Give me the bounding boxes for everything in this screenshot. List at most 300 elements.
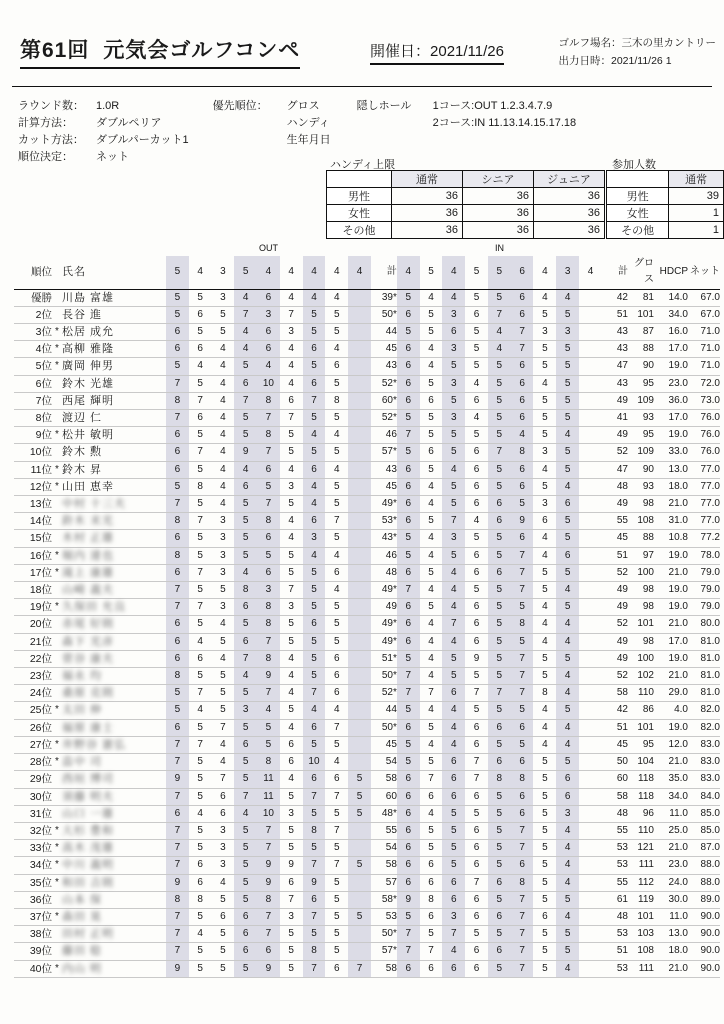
- table-row: [14, 410, 720, 427]
- in-hole-score: 5: [397, 324, 420, 341]
- out-hole-score: 5: [303, 410, 326, 427]
- in-hole-score: 4: [420, 496, 443, 513]
- in-hole-score: 7: [488, 685, 511, 702]
- rank-cell: 優勝: [14, 289, 52, 306]
- hdcp-cell: 10.8: [654, 530, 688, 547]
- in-hole-score: [579, 392, 602, 409]
- out-hole-score: 4: [280, 530, 303, 547]
- gross-cell: 90: [628, 461, 654, 478]
- table-row: [14, 582, 720, 599]
- in-hole-score: 8: [533, 685, 556, 702]
- table-row: [14, 840, 720, 857]
- in-hole-score: 6: [397, 633, 420, 650]
- out-hole-score: 8: [166, 547, 189, 564]
- in-hole-score: 5: [556, 306, 579, 323]
- out-hole-score: 7: [257, 926, 280, 943]
- gross-cell: 100: [628, 650, 654, 667]
- in-hole-score: 5: [488, 358, 511, 375]
- handicap-row: [327, 188, 605, 205]
- out-hole-score: 5: [325, 375, 348, 392]
- meta-value3: [433, 132, 581, 149]
- in-hole-score: [579, 891, 602, 908]
- out-hole-score: [348, 616, 371, 633]
- out-hole-score: 5: [166, 702, 189, 719]
- net-cell: 82.0: [688, 719, 720, 736]
- in-hole-score: 6: [465, 736, 488, 753]
- net-cell: 77.0: [688, 478, 720, 495]
- gross-cell: 93: [628, 478, 654, 495]
- star-cell: [52, 943, 62, 960]
- out-hole-score: 9: [166, 874, 189, 891]
- in-hole-score: 6: [465, 633, 488, 650]
- out-total-cell: 43*: [371, 530, 397, 547]
- hdcp-cell: 21.0: [654, 960, 688, 977]
- star-cell: [52, 633, 62, 650]
- in-hole-score: 5: [533, 341, 556, 358]
- hdcp-cell: 16.0: [654, 324, 688, 341]
- rank-cell: 37位: [14, 908, 52, 925]
- participants-table: [606, 170, 724, 239]
- in-hole-score: 3: [442, 908, 465, 925]
- out-hole-score: 7: [325, 513, 348, 530]
- in-hole-score: 6: [442, 874, 465, 891]
- in-hole-score: 4: [556, 685, 579, 702]
- out-hole-score: 7: [280, 582, 303, 599]
- in-hole-score: 4: [420, 547, 443, 564]
- rank-cell: 16位: [14, 547, 52, 564]
- out-hole-score: 8: [257, 427, 280, 444]
- in-hole-score: 3: [556, 324, 579, 341]
- in-hole-score: [579, 375, 602, 392]
- star-cell: *: [52, 599, 62, 616]
- in-hole-score: 5: [465, 427, 488, 444]
- col-header-rank: 順位: [14, 256, 52, 289]
- star-cell: [52, 530, 62, 547]
- player-name-cell: 菅谷 康夫: [62, 650, 166, 667]
- out-hole-score: 5: [234, 358, 257, 375]
- out-hole-score: [348, 685, 371, 702]
- out-hole-score: 6: [166, 427, 189, 444]
- in-hole-score: 5: [533, 822, 556, 839]
- in-hole-score: [579, 306, 602, 323]
- net-cell: 67.0: [688, 289, 720, 306]
- in-hole-score: 5: [488, 582, 511, 599]
- rank-cell: 40位: [14, 960, 52, 977]
- col-header-out-hole: 5: [166, 256, 189, 289]
- handicap-cell: 36: [392, 205, 463, 222]
- out-hole-score: 5: [303, 736, 326, 753]
- out-hole-score: 7: [325, 822, 348, 839]
- out-hole-score: 6: [303, 513, 326, 530]
- net-cell: 84.0: [688, 788, 720, 805]
- meta-row: [18, 115, 580, 132]
- meta-key3: 隠しホール: [356, 100, 412, 112]
- star-cell: *: [52, 736, 62, 753]
- out-hole-score: 7: [166, 788, 189, 805]
- in-total-cell: 47: [602, 358, 628, 375]
- in-total-cell: 49: [602, 496, 628, 513]
- out-hole-score: 6: [280, 736, 303, 753]
- out-hole-score: 5: [280, 616, 303, 633]
- in-hole-score: 3: [556, 805, 579, 822]
- table-row: [14, 719, 720, 736]
- out-hole-score: 5: [234, 754, 257, 771]
- out-hole-score: 8: [257, 513, 280, 530]
- out-hole-score: 5: [325, 599, 348, 616]
- out-hole-score: 6: [303, 461, 326, 478]
- table-row: [14, 805, 720, 822]
- in-hole-score: 5: [556, 943, 579, 960]
- hdcp-cell: 14.0: [654, 289, 688, 306]
- table-row: [14, 943, 720, 960]
- hdcp-cell: 25.0: [654, 822, 688, 839]
- in-hole-score: 4: [442, 633, 465, 650]
- table-row: [14, 324, 720, 341]
- out-hole-score: 5: [189, 582, 212, 599]
- hdcp-cell: 19.0: [654, 427, 688, 444]
- results-section: [14, 240, 718, 978]
- rank-cell: 21位: [14, 633, 52, 650]
- in-hole-score: 5: [556, 891, 579, 908]
- out-hole-score: 6: [280, 392, 303, 409]
- in-hole-score: 4: [556, 874, 579, 891]
- hdcp-cell: 35.0: [654, 771, 688, 788]
- rank-cell: 10位: [14, 444, 52, 461]
- in-hole-score: 6: [465, 496, 488, 513]
- gross-cell: 111: [628, 960, 654, 977]
- net-cell: 77.0: [688, 461, 720, 478]
- hdcp-cell: 34.0: [654, 306, 688, 323]
- meta-key: ラウンド数：: [18, 100, 84, 112]
- out-hole-score: [348, 582, 371, 599]
- in-hole-score: 5: [556, 444, 579, 461]
- in-hole-score: 5: [556, 375, 579, 392]
- in-hole-score: 5: [533, 857, 556, 874]
- star-cell: *: [52, 908, 62, 925]
- in-total-cell: 52: [602, 444, 628, 461]
- in-hole-score: 7: [511, 650, 534, 667]
- player-name-cell: 中川 義明: [62, 857, 166, 874]
- course-label: ゴルフ場名：: [558, 37, 622, 49]
- out-hole-score: 5: [325, 478, 348, 495]
- star-cell: *: [52, 564, 62, 581]
- out-total-cell: 52*: [371, 685, 397, 702]
- table-row: [14, 788, 720, 805]
- player-name-cell: 木村 正雄: [62, 530, 166, 547]
- in-hole-score: [579, 685, 602, 702]
- in-hole-score: 5: [488, 616, 511, 633]
- out-hole-score: [348, 444, 371, 461]
- out-hole-score: 4: [325, 427, 348, 444]
- in-hole-score: [579, 840, 602, 857]
- handicap-col-junior: ジュニア: [534, 171, 605, 188]
- player-name-cell: 太田 伸: [62, 702, 166, 719]
- out-hole-score: 5: [212, 926, 235, 943]
- out-hole-score: 7: [189, 736, 212, 753]
- rank-cell: 39位: [14, 943, 52, 960]
- gross-cell: 112: [628, 874, 654, 891]
- star-cell: [52, 668, 62, 685]
- out-hole-score: 9: [166, 960, 189, 977]
- in-hole-score: 5: [556, 392, 579, 409]
- out-hole-score: 5: [189, 375, 212, 392]
- out-hole-score: 6: [189, 306, 212, 323]
- in-hole-score: 5: [488, 478, 511, 495]
- player-name-cell: 鈴木 勲: [62, 444, 166, 461]
- net-cell: 77.0: [688, 496, 720, 513]
- out-hole-score: 4: [212, 616, 235, 633]
- in-hole-score: 5: [533, 891, 556, 908]
- out-hole-score: 7: [234, 306, 257, 323]
- in-hole-score: 5: [442, 805, 465, 822]
- in-hole-score: 5: [488, 702, 511, 719]
- in-hole-score: 5: [556, 341, 579, 358]
- in-hole-score: [579, 410, 602, 427]
- in-total-cell: 42: [602, 702, 628, 719]
- in-group-label: IN: [494, 243, 504, 253]
- out-hole-score: 6: [325, 771, 348, 788]
- in-hole-score: 5: [533, 874, 556, 891]
- in-hole-score: 5: [488, 633, 511, 650]
- rank-cell: 38位: [14, 926, 52, 943]
- out-hole-score: 8: [257, 616, 280, 633]
- out-hole-score: 5: [234, 427, 257, 444]
- table-row: [14, 668, 720, 685]
- star-cell: *: [52, 358, 62, 375]
- out-hole-score: 7: [166, 375, 189, 392]
- player-name-cell: 高木 茂雄: [62, 840, 166, 857]
- out-hole-score: 9: [257, 668, 280, 685]
- gross-cell: 90: [628, 358, 654, 375]
- out-total-cell: 49: [371, 599, 397, 616]
- in-hole-score: 5: [442, 392, 465, 409]
- out-hole-score: 4: [189, 702, 212, 719]
- star-cell: *: [52, 427, 62, 444]
- out-hole-score: 5: [189, 289, 212, 306]
- in-hole-score: 9: [465, 650, 488, 667]
- out-hole-score: 6: [303, 719, 326, 736]
- in-hole-score: 6: [442, 685, 465, 702]
- meta-row: [18, 98, 580, 115]
- in-hole-score: 4: [420, 702, 443, 719]
- hdcp-cell: 33.0: [654, 444, 688, 461]
- in-hole-score: 6: [488, 908, 511, 925]
- in-hole-score: 6: [397, 805, 420, 822]
- in-hole-score: 5: [556, 754, 579, 771]
- star-cell: [52, 289, 62, 306]
- out-hole-score: 5: [189, 754, 212, 771]
- in-hole-score: 7: [442, 616, 465, 633]
- out-hole-score: 3: [234, 702, 257, 719]
- in-hole-score: 6: [397, 840, 420, 857]
- out-hole-score: [348, 822, 371, 839]
- out-total-cell: 46: [371, 427, 397, 444]
- rank-cell: 23位: [14, 668, 52, 685]
- out-total-cell: 52*: [371, 410, 397, 427]
- in-hole-score: 3: [442, 375, 465, 392]
- player-name-cell: 井野谷 憲弘: [62, 736, 166, 753]
- net-cell: 79.0: [688, 599, 720, 616]
- out-hole-score: 5: [280, 633, 303, 650]
- star-cell: *: [52, 754, 62, 771]
- in-hole-score: 6: [488, 513, 511, 530]
- out-hole-score: 4: [280, 685, 303, 702]
- player-name-cell: 久保田 允良: [62, 599, 166, 616]
- out-hole-score: 4: [189, 926, 212, 943]
- out-hole-score: 6: [166, 650, 189, 667]
- in-hole-score: 6: [397, 461, 420, 478]
- in-hole-score: 5: [397, 754, 420, 771]
- out-hole-score: 6: [212, 788, 235, 805]
- out-hole-score: 7: [257, 444, 280, 461]
- out-hole-score: 4: [325, 582, 348, 599]
- out-hole-score: 5: [280, 960, 303, 977]
- in-hole-score: 6: [488, 874, 511, 891]
- gross-cell: 81: [628, 289, 654, 306]
- gross-cell: 111: [628, 857, 654, 874]
- in-hole-score: 4: [420, 478, 443, 495]
- out-hole-score: 6: [166, 616, 189, 633]
- participants-row: [607, 188, 724, 205]
- in-hole-score: 6: [465, 478, 488, 495]
- player-name-cell: 松井 敏明: [62, 427, 166, 444]
- in-hole-score: [579, 616, 602, 633]
- out-hole-score: 5: [303, 668, 326, 685]
- in-hole-score: 6: [488, 943, 511, 960]
- out-total-cell: 50*: [371, 306, 397, 323]
- out-hole-score: 5: [189, 530, 212, 547]
- in-hole-score: 5: [442, 496, 465, 513]
- rank-cell: 14位: [14, 513, 52, 530]
- player-name-cell: 畠中 司: [62, 754, 166, 771]
- out-total-cell: 50*: [371, 668, 397, 685]
- in-total-cell: 53: [602, 926, 628, 943]
- out-total-cell: 60*: [371, 392, 397, 409]
- in-hole-score: 4: [556, 582, 579, 599]
- col-header-out-hole: 4: [189, 256, 212, 289]
- gross-cell: 95: [628, 375, 654, 392]
- gross-cell: 118: [628, 788, 654, 805]
- gross-cell: 103: [628, 926, 654, 943]
- in-hole-score: 6: [420, 444, 443, 461]
- star-cell: [52, 513, 62, 530]
- rank-cell: 6位: [14, 375, 52, 392]
- out-total-cell: 39*: [371, 289, 397, 306]
- out-hole-score: 4: [257, 358, 280, 375]
- handicap-row: [327, 222, 605, 239]
- in-hole-score: 7: [511, 324, 534, 341]
- in-hole-score: 5: [488, 547, 511, 564]
- out-hole-score: 6: [166, 341, 189, 358]
- in-hole-score: 6: [511, 306, 534, 323]
- in-hole-score: 7: [397, 427, 420, 444]
- col-header-hdcp: HDCP: [654, 256, 688, 289]
- in-hole-score: 6: [465, 857, 488, 874]
- meta-value3: 2コース:IN 11.13.14.15.17.18: [432, 117, 577, 129]
- out-hole-score: 7: [303, 960, 326, 977]
- in-hole-score: 6: [511, 754, 534, 771]
- out-hole-score: 5: [189, 616, 212, 633]
- in-hole-score: 4: [556, 427, 579, 444]
- col-header-in-hole: 4: [533, 256, 556, 289]
- out-hole-score: 5: [325, 908, 348, 925]
- in-total-cell: 49: [602, 582, 628, 599]
- in-hole-score: 6: [465, 444, 488, 461]
- out-hole-score: 7: [257, 840, 280, 857]
- out-hole-score: 4: [325, 461, 348, 478]
- out-hole-score: 6: [189, 410, 212, 427]
- out-hole-score: 10: [257, 805, 280, 822]
- out-hole-score: 5: [189, 461, 212, 478]
- out-hole-score: [348, 668, 371, 685]
- meta-value2: ハンディ: [286, 117, 330, 129]
- out-hole-score: 5: [280, 788, 303, 805]
- out-hole-score: 5: [189, 427, 212, 444]
- out-hole-score: 7: [166, 943, 189, 960]
- out-hole-score: 8: [234, 582, 257, 599]
- net-cell: 76.0: [688, 410, 720, 427]
- participants-row-label: 男性: [607, 188, 669, 205]
- net-cell: 77.0: [688, 513, 720, 530]
- out-hole-score: 5: [325, 840, 348, 857]
- in-hole-score: 7: [442, 926, 465, 943]
- out-hole-score: 3: [212, 289, 235, 306]
- col-header-out-hole: 4: [303, 256, 326, 289]
- net-cell: 83.0: [688, 736, 720, 753]
- participants-caption: 参加人数: [612, 159, 656, 171]
- out-hole-score: 3: [280, 908, 303, 925]
- out-hole-score: 6: [325, 960, 348, 977]
- in-hole-score: [579, 736, 602, 753]
- out-hole-score: 3: [212, 530, 235, 547]
- out-hole-score: 4: [280, 461, 303, 478]
- in-total-cell: 49: [602, 599, 628, 616]
- in-hole-score: 5: [465, 926, 488, 943]
- in-hole-score: 5: [442, 668, 465, 685]
- gross-cell: 95: [628, 427, 654, 444]
- star-cell: *: [52, 478, 62, 495]
- in-hole-score: 6: [511, 788, 534, 805]
- out-hole-score: 3: [280, 478, 303, 495]
- in-hole-score: 4: [533, 616, 556, 633]
- out-hole-score: 4: [234, 289, 257, 306]
- in-hole-score: [579, 702, 602, 719]
- out-hole-score: 7: [166, 840, 189, 857]
- star-cell: [52, 771, 62, 788]
- gross-cell: 88: [628, 530, 654, 547]
- meta-key2: 優先順位：: [212, 100, 268, 112]
- in-hole-score: 6: [397, 478, 420, 495]
- table-row: [14, 926, 720, 943]
- in-hole-score: 3: [442, 530, 465, 547]
- out-hole-score: 6: [234, 736, 257, 753]
- out-total-cell: 57: [371, 874, 397, 891]
- in-hole-score: 6: [397, 616, 420, 633]
- star-cell: [52, 926, 62, 943]
- in-total-cell: 43: [602, 341, 628, 358]
- table-row: [14, 358, 720, 375]
- out-hole-score: 5: [348, 771, 371, 788]
- hdcp-cell: 21.0: [654, 668, 688, 685]
- in-hole-score: 4: [556, 719, 579, 736]
- in-hole-score: 4: [442, 943, 465, 960]
- net-cell: 67.0: [688, 306, 720, 323]
- in-hole-score: 5: [488, 822, 511, 839]
- out-hole-score: 5: [325, 324, 348, 341]
- rank-cell: 19位: [14, 599, 52, 616]
- in-hole-score: 5: [533, 427, 556, 444]
- in-hole-score: 6: [442, 754, 465, 771]
